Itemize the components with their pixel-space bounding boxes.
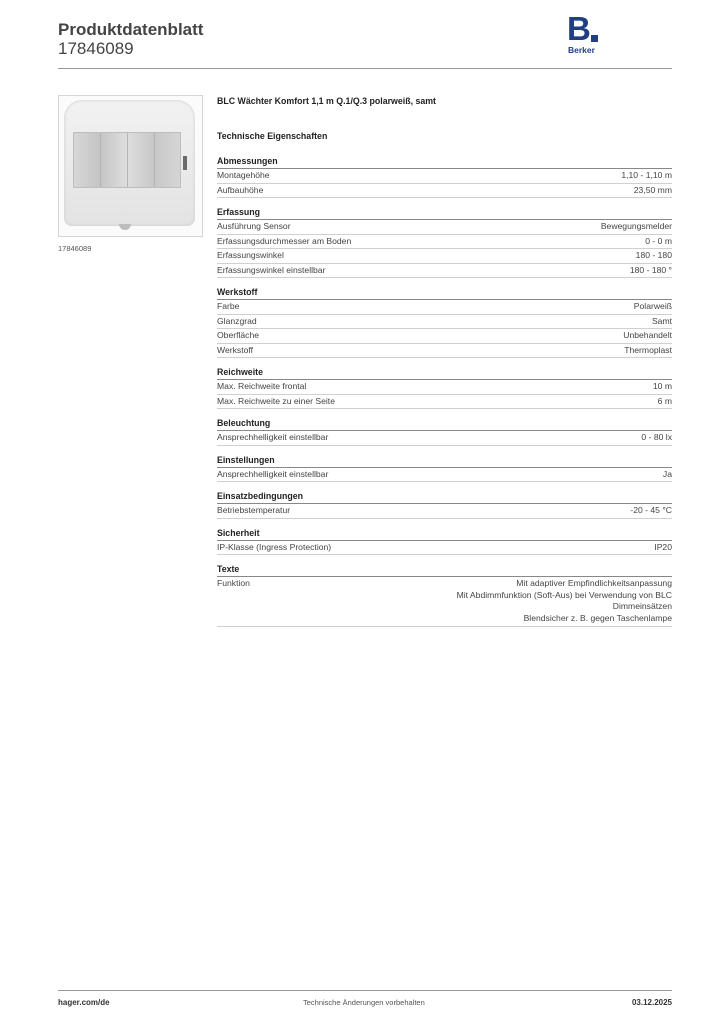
product-image (58, 95, 203, 237)
property-row (217, 169, 672, 184)
property-label: Montagehöhe (217, 170, 270, 180)
property-label: Ansprechhelligkeit einstellbar (217, 468, 329, 479)
group-heading: Einsatzbedingungen (217, 490, 672, 504)
image-caption: 17846089 (58, 244, 92, 253)
footer-disclaimer: Technische Änderungen vorbehalten (303, 998, 425, 1007)
property-row (217, 431, 672, 446)
property-group (217, 490, 672, 519)
property-row (217, 541, 672, 556)
property-group (217, 454, 672, 483)
property-value: IP20 (654, 541, 672, 552)
property-row (217, 264, 672, 279)
group-heading: Reichweite (217, 366, 672, 380)
footer-date: 03.12.2025 (631, 998, 672, 1007)
group-heading: Beleuchtung (217, 417, 672, 431)
property-value-line: Mit Abdimmfunktion (Soft-Aus) bei Verwendung von BLC (456, 589, 672, 600)
property-value: 23,50 mm (633, 184, 672, 195)
property-label: Betriebstemperatur (217, 505, 291, 515)
property-label: Farbe (217, 301, 240, 311)
property-label: Aufbauhöhe (217, 184, 264, 195)
property-value: Ja (662, 468, 672, 479)
property-value: 1,10 - 1,10 m (621, 170, 672, 180)
group-heading: Werkstoff (217, 286, 672, 300)
property-row (217, 468, 672, 483)
properties-table (217, 155, 672, 635)
property-row (217, 220, 672, 235)
property-value: 180 - 180 (635, 250, 672, 260)
property-group (217, 527, 672, 556)
property-value: Samt (651, 315, 672, 326)
property-value: -20 - 45 °C (630, 505, 672, 515)
property-row (217, 344, 672, 359)
property-value (457, 577, 672, 624)
device-slot (183, 156, 187, 170)
property-value-line: Dimmeinsätzen (612, 601, 672, 611)
property-value: Polarweiß (633, 301, 672, 311)
property-value: 10 m (652, 381, 672, 391)
property-row (217, 249, 672, 264)
property-label: Erfassungsdurchmesser am Boden (217, 235, 352, 246)
logo-text: Berker (568, 45, 595, 55)
group-heading: Sicherheit (217, 527, 672, 541)
property-value: Unbehandelt (623, 330, 672, 340)
device-foot (119, 224, 131, 230)
property-group (217, 366, 672, 409)
property-label: Werkstoff (217, 344, 253, 355)
property-label: Ansprechhelligkeit einstellbar (217, 432, 329, 442)
property-label: Oberfläche (217, 330, 260, 340)
property-value-line: Mit adaptiver Empfindlichkeitsanpassung (516, 578, 672, 588)
property-row (217, 235, 672, 250)
property-group (217, 155, 672, 198)
property-label: Max. Reichweite frontal (217, 381, 307, 391)
property-label: Funktion (217, 578, 250, 588)
section-title: Technische Eigenschaften (217, 131, 328, 141)
footer-website[interactable]: hager.com/de (58, 998, 110, 1007)
property-row (217, 577, 672, 627)
property-row (217, 184, 672, 199)
property-group (217, 206, 672, 278)
property-row (217, 504, 672, 519)
device-lens (73, 132, 181, 188)
logo-dot (591, 35, 598, 42)
property-label: Erfassungswinkel einstellbar (217, 264, 326, 275)
group-heading: Abmessungen (217, 155, 672, 169)
property-value: 180 - 180 ° (629, 264, 672, 275)
property-row (217, 329, 672, 344)
header-divider (58, 68, 672, 69)
product-number: 17846089 (58, 39, 134, 58)
property-label: Glanzgrad (217, 315, 257, 326)
property-group (217, 286, 672, 358)
page-title: Produktdatenblatt (58, 20, 204, 39)
property-label: IP-Klasse (Ingress Protection) (217, 541, 332, 552)
property-label: Erfassungswinkel (217, 250, 284, 260)
property-value: 0 - 0 m (645, 235, 672, 246)
logo-mark: B (567, 10, 591, 47)
property-row (217, 300, 672, 315)
berker-logo (567, 10, 607, 56)
group-heading: Einstellungen (217, 454, 672, 468)
property-group (217, 563, 672, 627)
device-housing (64, 100, 195, 226)
property-group (217, 417, 672, 446)
property-label: Max. Reichweite zu einer Seite (217, 395, 335, 406)
property-label: Ausführung Sensor (217, 221, 291, 231)
footer-divider (58, 990, 672, 991)
property-value: 0 - 80 lx (641, 432, 672, 442)
product-title: BLC Wächter Komfort 1,1 m Q.1/Q.3 polarweiß, samt (217, 96, 436, 106)
property-row (217, 315, 672, 330)
group-heading: Texte (217, 563, 672, 577)
property-row (217, 395, 672, 410)
property-value: Bewegungsmelder (600, 221, 672, 231)
group-heading: Erfassung (217, 206, 672, 220)
property-value-line: Blendsicher z. B. gegen Taschenlampe (523, 612, 672, 623)
property-row (217, 380, 672, 395)
property-value: Thermoplast (624, 344, 672, 355)
property-value: 6 m (657, 395, 672, 406)
